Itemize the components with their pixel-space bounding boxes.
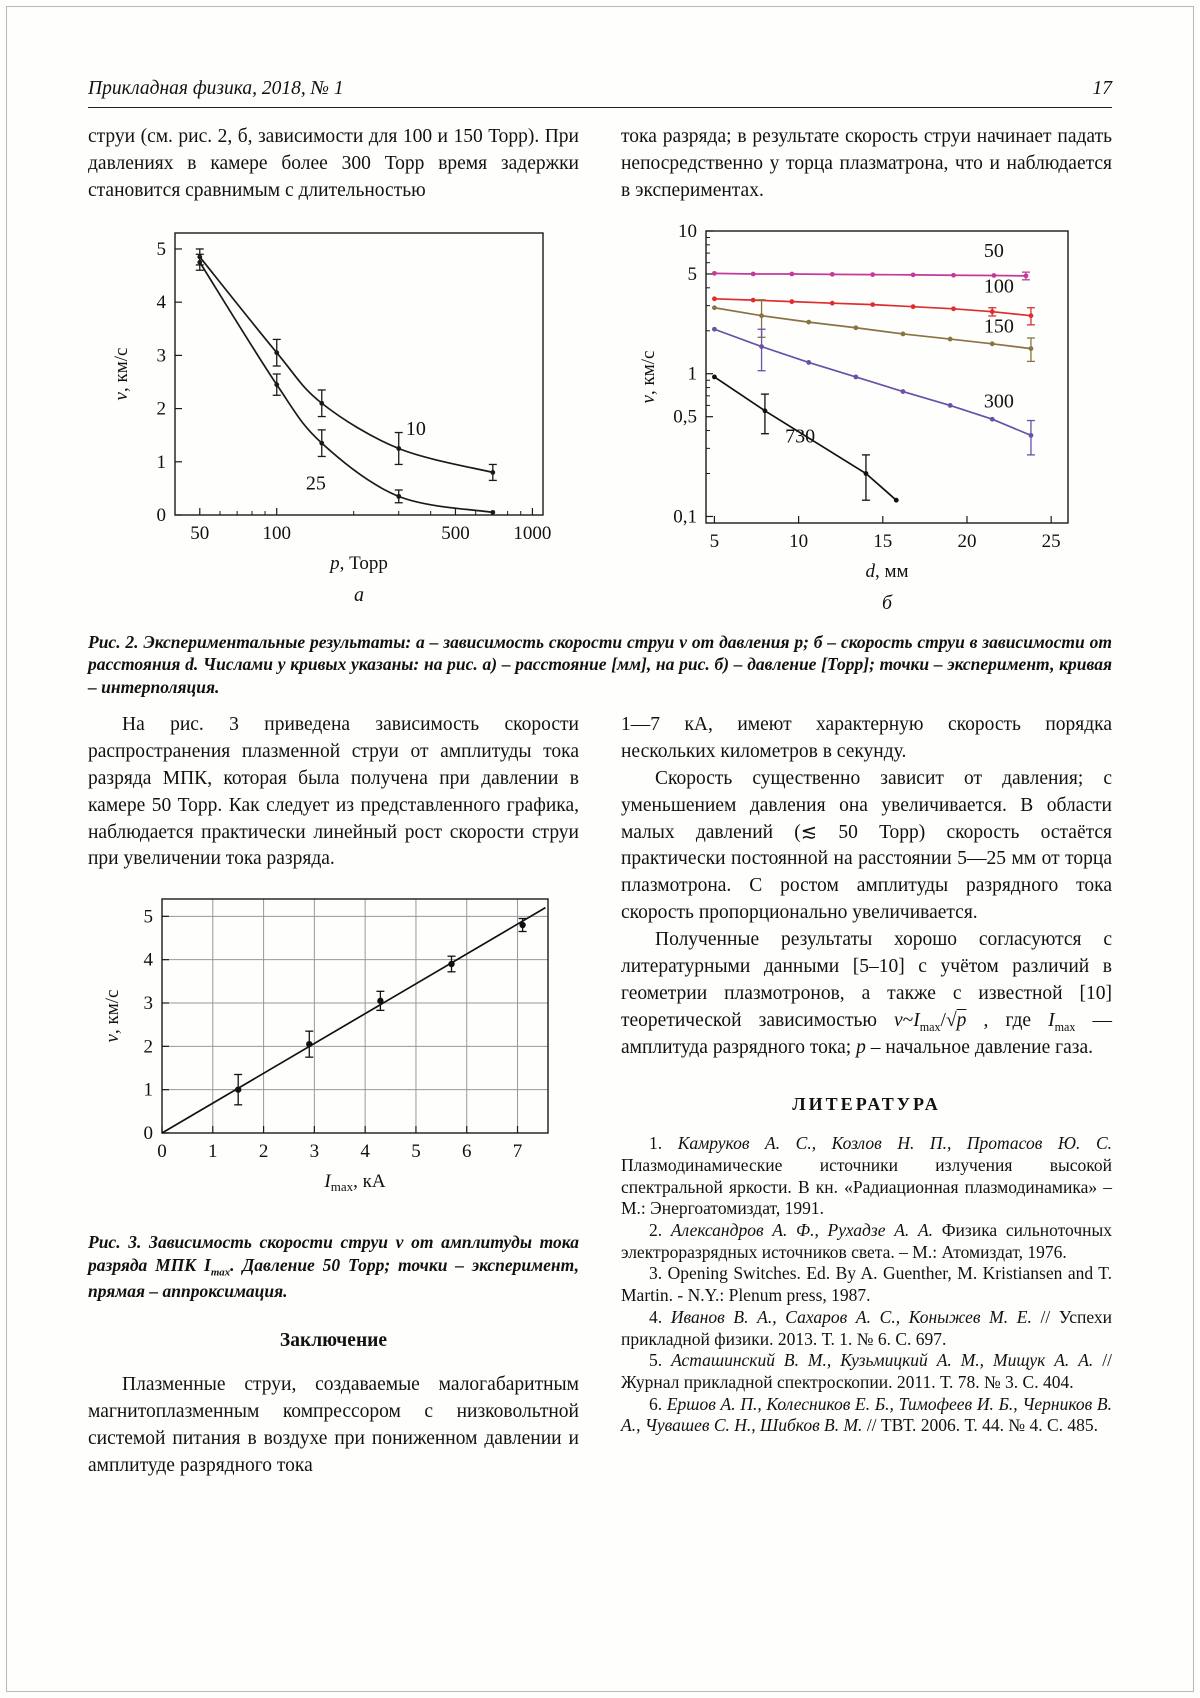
formula-current-sub: max	[919, 1019, 941, 1034]
svg-text:2: 2	[143, 1036, 153, 1058]
paragraph-results-formula	[621, 927, 1112, 1062]
svg-text:15: 15	[872, 530, 892, 552]
svg-text:2: 2	[156, 398, 166, 420]
figure3-caption-text: Рис. 3. Зависимость скорости струи v от амплитуды тока разряда МПК I	[88, 1232, 579, 1275]
figure2b-container	[615, 215, 1112, 619]
svg-text:Imax, кА: $I_{max}$, кА	[323, 1171, 386, 1195]
svg-text:730: 730	[784, 425, 815, 448]
svg-text:v, км/с: v, км/с	[110, 347, 132, 401]
svg-text:50: 50	[189, 522, 209, 544]
page-number: 17	[1092, 78, 1112, 99]
svg-text:0,1: 0,1	[672, 506, 697, 528]
svg-text:5: 5	[156, 238, 166, 260]
svg-text:100: 100	[261, 522, 291, 544]
svg-text:1: 1	[156, 451, 166, 473]
journal-title: Прикладная физика, 2018, № 1	[88, 78, 344, 99]
reference-item: 3. Opening Switches. Ed. By A. Guenther, M. Kristiansen and T. Martin. - N.Y.: Plenum press, 1987.	[621, 1263, 1113, 1306]
text-segment: , где	[966, 1009, 1049, 1031]
figure3-caption	[88, 1231, 579, 1302]
svg-text:3: 3	[309, 1141, 319, 1163]
reference-item: 5. Асташинский В. М., Кузьмицкий А. М., Мищук А. А. // Журнал прикладной спектроскопии. 2011. Т. 78. № 3. С. 404.	[621, 1350, 1112, 1392]
svg-text:10: 10	[788, 530, 808, 552]
formula-v: v	[894, 1009, 903, 1031]
paragraph-fig3-intro: На рис. 3 приведена зависимость скорости распространения плазменной струи от амплитуды тока разряда МПК, которая была получена при давлении в камере 50 Торр. Как следует из представленного графика, наблюдается практически линейный рост скорости струи при увеличении тока разряда.	[88, 713, 579, 870]
formula-pressure: p	[956, 1009, 967, 1031]
right-column	[621, 712, 1112, 1480]
header-divider	[88, 107, 1112, 108]
formula-sqrt: √	[945, 1009, 957, 1031]
svg-text:0: 0	[156, 504, 166, 526]
svg-text:5: 5	[143, 906, 153, 928]
svg-text:50: 50	[983, 239, 1004, 262]
figure2-charts	[88, 215, 1112, 619]
svg-text:6: 6	[461, 1141, 471, 1163]
svg-text:p, Торр: p, Торр	[329, 552, 388, 574]
chart-velocity-vs-pressure	[111, 215, 563, 611]
svg-text:1000: 1000	[512, 522, 551, 544]
svg-text:150: 150	[983, 315, 1014, 338]
references-list	[621, 1133, 1112, 1437]
formula-pressure-2: p	[856, 1037, 866, 1059]
figure2-caption: Рис. 2. Экспериментальные результаты: а – зависимость скорости струи v от давления p; б – скорость струи в зависимости от расстояния d. Числами у кривых указаны: на рис. а) – расстояние [мм], на рис. б) – давление [Торр]; точки – эксперимент, кривая – интерполяция.	[88, 631, 1112, 697]
paragraph-top-left: струи (см. рис. 2, б, зависимости для 100 и 150 Торр). При давлениях в камере более 300 Торр время задержки становится сравнимым с длительностью	[88, 126, 579, 201]
formula-divide: /	[940, 1009, 946, 1031]
svg-text:4: 4	[359, 1141, 370, 1163]
svg-text:500: 500	[440, 522, 470, 544]
svg-text:10: 10	[677, 220, 697, 242]
reference-item: 2. Александров А. Ф., Рухадзе А. А. Физика сильноточных электроразрядных источников света. – М.: Атомиздат, 1976.	[621, 1220, 1113, 1262]
svg-text:10: 10	[405, 417, 426, 440]
svg-text:2: 2	[258, 1141, 268, 1163]
text-segment: – начальное давление газа.	[865, 1037, 1094, 1059]
paragraph-conclusion: Плазменные струи, создаваемые малогабаритным магнитоплазменным компрессором с низковольтной системой питания в воздухе при пониженном давлении и амплитуде разрядного тока	[88, 1374, 579, 1477]
figure2a-container	[88, 215, 585, 619]
conclusion-heading: Заключение	[279, 1330, 388, 1352]
chart-velocity-vs-current	[102, 883, 566, 1221]
formula-tilde: ~	[902, 1009, 914, 1031]
text-segment: Полученные результаты хорошо согласуются с литературными данными [5–10] с учётом различий в геометрии плазмотронов, а также с известной [10] теоретической зависимостью	[621, 929, 1112, 1031]
chart-velocity-vs-distance	[638, 215, 1090, 619]
svg-text:б: б	[881, 591, 892, 614]
svg-text:1: 1	[687, 363, 697, 385]
svg-text:5: 5	[709, 530, 719, 552]
figure3-container	[88, 883, 579, 1221]
svg-text:3: 3	[143, 993, 153, 1015]
reference-item: 6. Ершов А. П., Колесников Е. Б., Тимофеев И. Б., Черников В. А., Чувашев С. Н., Шибков В. М. // ТВТ. 2006. Т. 44. № 4. С. 485.	[621, 1393, 1112, 1436]
svg-text:v, км/с: v, км/с	[637, 350, 659, 404]
svg-text:3: 3	[156, 345, 166, 367]
svg-text:0: 0	[143, 1123, 153, 1145]
paragraph-current-range: 1—7 кА, имеют характерную скорость порядка нескольких километров в секунду.	[621, 713, 1112, 762]
reference-item: 4. Иванов В. А., Сахаров А. С., Коныжев М. Е. // Успехи прикладной физики. 2013. Т. 1. № 6. С. 697.	[621, 1306, 1113, 1349]
svg-text:5: 5	[410, 1141, 421, 1163]
figure3-caption-text2: . Давление 50 Торр; точки – эксперимент, прямая – аппроксимация.	[88, 1254, 579, 1302]
text-segment: — амплитуда разрядного тока;	[621, 1009, 1113, 1059]
svg-text:25: 25	[1041, 530, 1061, 552]
svg-text:5: 5	[687, 263, 697, 285]
svg-text:1: 1	[143, 1079, 153, 1101]
formula-current-2: I	[1048, 1009, 1055, 1031]
figure3-caption-sub: max	[210, 1266, 231, 1279]
svg-text:d, мм: d, мм	[864, 560, 909, 582]
paragraph-top-right: тока разряда; в результате скорость струи начинает падать непосредственно у торца плазматрона, что и наблюдается в экспериментах.	[621, 126, 1112, 201]
svg-text:v, км/с: v, км/с	[101, 989, 123, 1043]
svg-text:4: 4	[143, 949, 153, 971]
svg-text:25: 25	[305, 472, 326, 495]
svg-text:300: 300	[983, 390, 1014, 413]
svg-text:20: 20	[956, 530, 976, 552]
svg-text:0: 0	[156, 1141, 167, 1163]
left-column	[88, 712, 579, 1480]
svg-text:а: а	[353, 583, 364, 606]
svg-text:0,5: 0,5	[672, 406, 697, 428]
main-text-row	[88, 712, 1112, 1480]
formula-current-2-sub: max	[1054, 1019, 1076, 1034]
reference-item: 1. Камруков А. С., Козлов Н. П., Протасов Ю. С. Плазмодинамические источники излучения высокой спектральной яркости. В кн. «Радиационная плазмодинамика» – М.: Энергоатомиздат, 1991.	[621, 1133, 1112, 1219]
page-header	[88, 0, 1112, 100]
top-text-row	[88, 124, 1112, 205]
paragraph-pressure-dependence: Скорость существенно зависит от давления; с уменьшением давления она увеличивается. В области малых давлений (≲ 50 Торр) скорость остаётся практически постоянной на расстоянии 5—25 мм от торца плазмотрона. С ростом амплитуды разрядного тока скорость пропорционально увеличивается.	[621, 767, 1112, 924]
svg-text:4: 4	[156, 291, 166, 313]
formula-current: I	[913, 1009, 920, 1031]
svg-text:100: 100	[983, 275, 1014, 298]
references-heading: ЛИТЕРАТУРА	[792, 1094, 941, 1115]
svg-text:1: 1	[207, 1141, 218, 1163]
svg-text:7: 7	[512, 1141, 522, 1163]
